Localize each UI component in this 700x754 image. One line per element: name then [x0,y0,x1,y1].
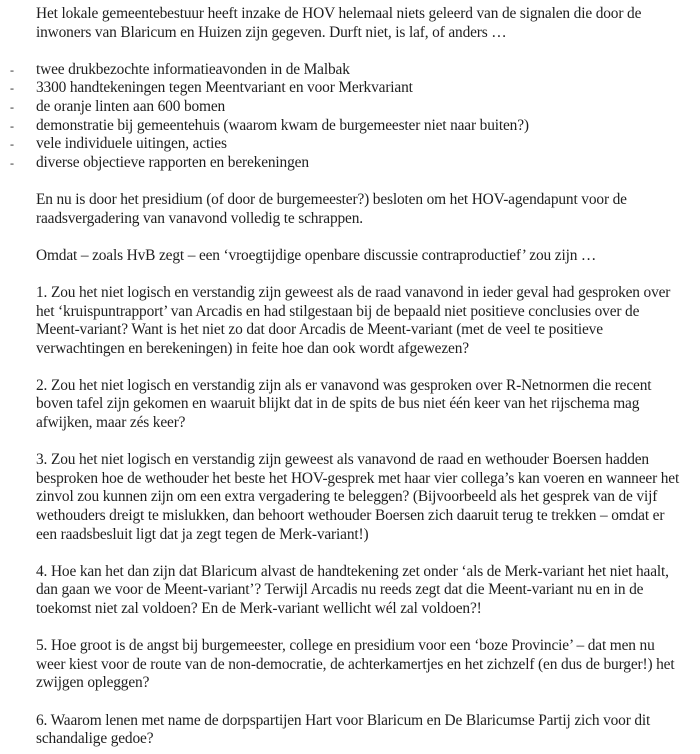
list-item [0,154,686,173]
list-item-text: demonstratie bij gemeentehuis (waarom kwam de burgemeester niet naar buiten?) [36,116,529,134]
signals-list [0,61,686,173]
question-2: 2. Zou het niet logisch en verstandig zijn als er vanavond was gesproken over R-Netnormen die recent boven tafel zijn gekomen en waaruit blijkt dat in de spits de bus niet één keer van het rijschema mag afwijken, maar zés keer? [36,376,652,432]
question-4: 4. Hoe kan het dan zijn dat Blaricum alvast de handtekening zet onder ‘als de Merk-variant het niet haalt, dan gaan we voor de Meent-variant’? Terwijl Arcadis nu reeds zegt dat die Meent-variant nu en in de toekomst niet zal voldoen? En de Merk-variant wellicht wél zal voldoen?! [36,562,669,617]
list-item [0,98,686,117]
question-1: 1. Zou het niet logisch en verstandig zijn geweest als de raad vanavond in ieder geval had gesproken over het ‘kruispuntrapport’ van Arcadis en had stilgestaan bij de bepaald niet positieve conclusies over de Meent-variant? Want is het niet zo dat door Arcadis de Meent-variant (met de veel te positieve verwachtingen en berekeningen) in feite hoe dan ook wordt afgewezen? [36,283,671,357]
list-item-text: de oranje linten aan 600 bomen [36,97,226,115]
bullet-dash: - [10,81,14,96]
bullet-dash: - [10,62,14,77]
list-item-text: diverse objectieve rapporten en berekeningen [36,153,309,171]
bullet-dash: - [10,137,14,152]
intro-paragraph: Het lokale gemeentebestuur heeft inzake de HOV helemaal niets geleerd van de signalen die door de inwoners van Blaricum en Huizen zijn gegeven. Durft niet, is laf, of anders … [36,5,642,41]
list-item [0,61,686,80]
list-item [0,79,686,98]
list-item-text: 3300 handtekeningen tegen Meentvariant en voor Merkvariant [36,79,413,97]
list-item-text: vele individuele uitingen, acties [36,135,227,153]
question-6: 6. Waarom lenen met name de dorpspartijen Hart voor Blaricum en De Blaricumse Partij zich voor dit schandalige gedoe? [36,711,651,748]
bullet-dash: - [10,118,14,133]
reason-paragraph: Omdat – zoals HvB zegt – een ‘vroegtijdige openbare discussie contraproductief’ zou zijn … [36,246,597,264]
question-3: 3. Zou het niet logisch en verstandig zijn geweest als vanavond de raad en wethouder Boersen hadden besproken hoe de wethouder het beste het HOV-gesprek met haar vier collega’s kan voeren en wanneer het zinvol zou kunnen zijn om een extra vergadering te beleggen? (Bijvoorbeeld als het gesprek van de vijf wethouders dreigt te mislukken, dan behoort wethouder Boersen zich daaruit terug te trekken – omdat er een raadsbesluit ligt dat ja zegt tegen de Merk-variant!) [36,451,680,543]
decision-paragraph: En nu is door het presidium (of door de burgemeester?) besloten om het HOV-agendapunt voor de raadsvergadering van vanavond volledig te schrappen. [36,190,627,227]
list-item [0,117,686,136]
bullet-dash: - [10,155,14,170]
list-item [0,135,686,154]
bullet-dash: - [10,99,14,114]
list-item-text: twee drukbezochte informatieavonden in de Malbak [36,60,350,78]
question-5: 5. Hoe groot is de angst bij burgemeester, college en presidium voor een ‘boze Provincie’ – dat men nu weer kiest voor de route van de non-democratie, de achterkamertjes en het zichzelf (en dus de burger!) het zwijgen opleggen? [36,637,675,692]
